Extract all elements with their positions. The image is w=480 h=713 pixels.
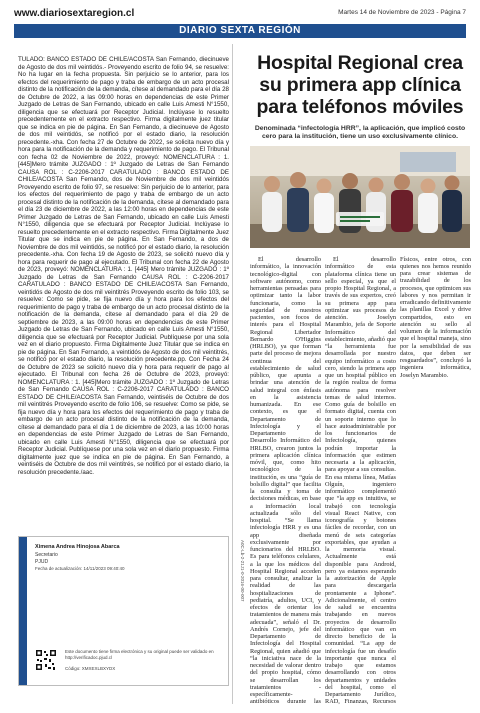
electronic-signature-box bbox=[18, 536, 229, 686]
article-column-3-text: Físicos, entre otros, con quienes nos hemos reunido para crear sistemas de trazabilidad de los procesos, que optimicen sus labores y nos permitan ir erradicando definitivamente las planillas Excel y drive compartidos, esto en atención su sello al volumen de la información que el hospital maneja, sino por la sensibilidad de sus datos, que deben ser resguardados”, concluyó la ingeniera informática, Joselyn Marambio. bbox=[400, 256, 471, 379]
page-header bbox=[14, 8, 466, 24]
signature-accent-bar bbox=[19, 537, 27, 685]
signer-court: PJUD bbox=[35, 559, 49, 565]
banner-title: DIARIO SEXTA REGIÓN bbox=[179, 25, 301, 36]
signer-role: Secretario bbox=[35, 552, 58, 558]
signature-date: Fecha de actualización: 14/11/2023 09:40:40 bbox=[35, 566, 125, 571]
section-banner bbox=[14, 24, 466, 38]
article-column-1 bbox=[250, 256, 321, 706]
date-and-page: Martes 14 de Noviembre de 2023 - Página 7 bbox=[338, 9, 466, 16]
article-column-1-text: El desarrollo informático, la innovación tecnológico-digital con software autónomo, como herramientas pensadas para optimizar tanto la labor funcionaria, como la seguridad de nuestros pacientes, son focos de interés para el Hospital Regional Libertador Bernardo O'Higgins (HRLBO), ya que forman parte del proceso de mejora continua del establecimiento de salud público, que apunta a brindar una atención de salud integral con énfasis en la asistencia humanizada. En ese contexto, es que el Departamento de Infectología y el Departamento de Desarrollo Informático del HRLBO, crearon juntos la primera aplicación clínica móvil, que, como hito tecnológico de la institución, es una “guía de bolsillo digital” que facilita la consulta y toma de decisiones médicas, en base a información local actualizada sólo del hospital. “Se llama infectología HRR y es una app diseñada exclusivamente por funcionarios del HRLBO. Es para teléfonos celulares, a la que los médicos del Hospital Regional acceden para consultar, analizar la realidad de las hospitalizaciones de pediatría, adultos, UCI, y efectos de orientar los tratamientos de manera más adecuada”, señaló el Dr. Andrés Cornejo, jefe del Departamento de Infectología del Hospital Regional, quien añadió que “la iniciativa nace de la necesidad de valorar dentro del propio hospital, cómo se desarrollan los tratamientos -específicamente- antibióticos durante las bbox=[250, 256, 321, 706]
article-column-2-text: El desarrollo informático de esta plataforma clínica tiene un sello especial, ya que el propio Hospital Regional, a través de sus expertos, creó su primera app para optimizar sus procesos de atención. Joselyn Marambio, jefa de Soporte Informático del establecimiento, añadió que “la herramienta fue desarrollada por nuestro equipo informático a costo cero, siendo la primera app que un hospital público en la región realiza de forma autónoma para resolver temas de salud internos. Como guía de bolsillo en formato digital, cuenta con un soporte interno que lo hace autoadministrable por los funcionarios de Infectología, quienes podrán importar la información que estimen necesaria a la aplicación, para apoyar a sus consultas. En esa misma línea, Matías Olguín, ingeniero informático complementó que “la app es intuitiva, se trabajó con tecnología visual React Native, con iconografía y botones fáciles de recordar, con un menú de seis categorías exportables, que ayudan a la memoria visual. Actualmente está disponible para Android, pero ya estamos esperando la autorización de Apple para descargarla prontamente a Iphone”. Adicionalmente, el centro de salud se encuentra trabajando en nuevos proyectos de desarrollo informático que van en directo beneficio de la comunidad. “La app de infectología fue un desafío importante que nunca el trabajo que estamos desarrollando con otros departamentos y unidades del hospital, como el Departamento Jurídico, RAD, Finanzas, Recursos bbox=[325, 256, 396, 706]
vertical-document-code bbox=[238, 540, 246, 690]
article-subhead: Denominada “infectología HRR”, la aplicación, que implicó costo cero para la institución, tiene un uso exclusivamente clínico. bbox=[254, 125, 466, 140]
article-photo bbox=[250, 146, 470, 248]
article-column-2 bbox=[325, 256, 396, 706]
signature-code: Código: XMXEXLBXYDX bbox=[65, 666, 116, 671]
article-column-3 bbox=[400, 256, 471, 706]
signature-validation-note: Este documento tiene firma electrónica y su original puede ser validado en http://verificadoc.pjud.cl bbox=[65, 649, 214, 660]
qr-code-icon bbox=[35, 649, 57, 671]
article-headline: Hospital Regional crea su primera app clínica para teléfonos móviles bbox=[256, 52, 464, 118]
staff-group-photo bbox=[250, 146, 470, 248]
column-divider bbox=[232, 44, 233, 704]
vertical-code-text: A0C-Lb-2-21J1-0-2016-00-007 bbox=[240, 540, 245, 602]
site-url[interactable]: www.diariosextaregion.cl bbox=[14, 8, 135, 19]
signer-name: Ximena Andrea Hinojosa Abarca bbox=[35, 544, 120, 550]
legal-notice-text: TULADO: BANCO ESTADO DE CHILE/ACOSTA San Fernando, diecinueve de Agosto de dos mil veintidós.- Proveyendo escrito de folio 94, se resuelve: No ha lugar en la fecha propuesta. Sin perjuicio se lo anterior, para los efectos del requerimiento de pago y traba de embargo de un acto procesal distinto de la notificación de la demanda, cítese al demandado para el día 28 de Octubre de 2022, a las 09:00 horas en dependencias de este Primer Juzgado de Letras de San Fernando, ubicado en calle Luis Amesti N°1550, diligencia que se efectuará por Receptor Judicial. Inclúyase lo resuelto precedentemente en el extracto respectivo. Firma digitalmente juez titular que se indica en pie de página. En San Fernando, a diecinueve de Agosto de dos mil veintidós, se notificó por el estado diario, la resolución precedente.-xha. Con fecha 27 de Octubre de 2022, se solicita nuevo día y hora para la notificación de la demanda y requerimiento de pago. El Tribunal con fecha 02 de Noviembre de 2022, proveyó: NOMENCLATURA : 1. [445]Mero trámite JUZGADO : 1º Juzgado de Letras de San Fernando CAUSA ROL : C-2206-2017 CARATULADO : BANCO ESTADO DE CHILE/ACOSTA San Fernando, dos de Noviembre de dos mil veintidós Proveyendo escrito de folio 97, se resuelve: Sin perjuicio de lo anterior, para los efectos del requerimiento de pago y traba de embargo de un acto procesal distinto de la notificación de la demanda, cítese al demandado para el día 23 de diciembre de 2022, a las 12:00 horas en dependencias de este Primer Juzgado de Letras de San Fernando, ubicado en calle Luis Amesti N°1550, diligencia que se efectuará por Receptor Judicial. Inclúyase lo resuelto precedentemente en el extracto respectivo. Firma Digitalmente Juez Titular que se indica en pie de página. En San Fernando, a dos de Noviembre de dos mil veintidós, se notificó por el estado diario, la resolución precedente.-xha. Con fecha 19 de Agosto de 2023, se solicitó nuevo día y hora para requerir de pago al ejecutado. El Tribunal con fecha 22 de Agosto de 2023, proveyó: NOMENCLATURA : 1. [445] Mero trámite JUZGADO : 1º Juzgado de Letras de San Fernando CAUSA ROL : C-2206-2017 CARATULADO : BANCO ESTADO DE CHILE/ACOSTA San Fernando, veintidós de Agosto de dos mil veintitrés Proveyendo escrito de folio 103, se resuelve: Como se pide, se fija nuevo día y hora para los efectos del requerimiento de pago y traba de embargo de un acto procesal distinto de la notificación de la demanda, cítese al demandado para el día 29 de septiembre de 2023, a las 09:00 horas en dependencias de este Primer Juzgado de Letras de San Fernando, ubicado en calle Luis Amesti N°1550, diligencia que se efectuará por Receptor Judicial. Publíquese por una sola vez en el diario propuesto. Firma Digitalmente Juez Titular que se indica en pie de página. En San Fernando, a veintidós de Agosto de dos mil veintitrés, se notificó por el estado diario, la resolución precedente.pp. Con Fecha 24 de Octubre de 2023 se solicitó nuevo día y hora para requerir de pago al ejecutado. El Tribunal con fecha 26 de Octubre de 2023, proveyó: NOMENCLATURA : 1. [445]Mero trámite JUZGADO : 1º Juzgado de Letras de San Fernando CAUSA ROL : C-2206-2017 CARATULADO : BANCO ESTADO DE CHILE/ACOSTA San Fernando, veintiséis de Octubre de dos mil veintitrés Proveyendo escrito de folio 106, se resuelve: Como se pide, se fija nuevo día y hora para los efectos del requerimiento de pago y traba de embargo de un acto procesal distinto de la notificación de la demanda, cítese al demandado para el día 1 de diciembre de 2023, a las 10:00 horas en dependencias de este Primer Juzgado de Letras de San Fernando, ubicado en calle Luis Amesti N°1550, diligencia que se efectuará por Receptor Judicial. Publíquese por una sola vez en el diario propuesto. Firma digitalmente juez que se indica en pie de página. En San Fernando, a veintiséis de Octubre de dos mil veintitrés, se notificó por el estado diario, la resolución precedente./aac. bbox=[18, 56, 229, 476]
